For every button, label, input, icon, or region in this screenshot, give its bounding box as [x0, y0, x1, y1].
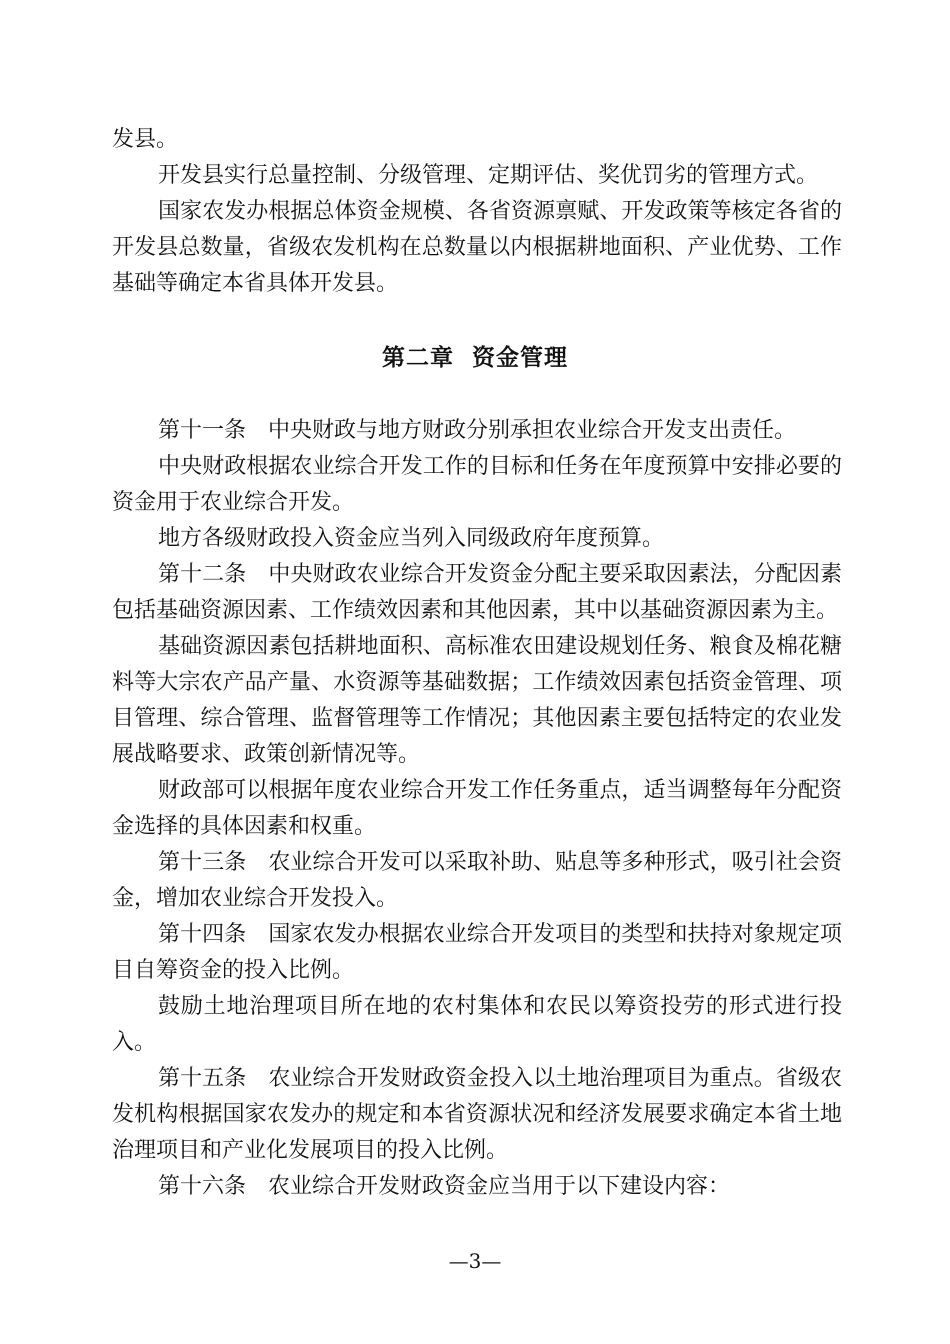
- paragraph: 财政部可以根据年度农业综合开发工作任务重点，适当调整每年分配资金选择的具体因素和权重。: [112, 778, 842, 839]
- paragraph: 国家农发办根据总体资金规模、各省资源禀赋、开发政策等核定各省的开发县总数量，省级农发机构在总数量以内根据耕地面积、产业优势、工作基础等确定本省具体开发县。: [112, 199, 842, 296]
- top-text-section: [112, 122, 842, 302]
- paragraph: 开发县实行总量控制、分级管理、定期评估、奖优罚劣的管理方式。: [158, 163, 819, 188]
- paragraph: 基础资源因素包括耕地面积、高标准农田建设规划任务、粮食及棉花糖料等大宗农产品产量、水资源等基础数据；工作绩效因素包括资金管理、项目管理、综合管理、监督管理等工作情况；其他因素主要包括特定的农业发展战略要求、政策创新情况等。: [112, 634, 842, 767]
- page-number: —3—: [448, 1249, 502, 1273]
- paragraph: 中央财政根据农业综合开发工作的目标和任务在年度预算中安排必要的资金用于农业综合开发。: [112, 454, 842, 515]
- paragraph-continuation: 发县。: [112, 127, 179, 152]
- article-13: 第十三条 农业综合开发可以采取补助、贴息等多种形式，吸引社会资金，增加农业综合开发投入。: [112, 850, 842, 911]
- chapter-title: 第二章 资金管理: [381, 345, 568, 371]
- article-14: 第十四条 国家农发办根据农业综合开发项目的类型和扶持对象规定项目自筹资金的投入比例。: [112, 922, 842, 983]
- article-16: 第十六条 农业综合开发财政资金应当用于以下建设内容：: [158, 1174, 731, 1199]
- paragraph: 鼓励土地治理项目所在地的农村集体和农民以筹资投劳的形式进行投入。: [112, 994, 842, 1055]
- chapter-body: [112, 413, 842, 1205]
- article-12: 第十二条 中央财政农业综合开发资金分配主要采取因素法，分配因素包括基础资源因素、工作绩效因素和其他因素，其中以基础资源因素为主。: [112, 562, 842, 623]
- paragraph: 地方各级财政投入资金应当列入同级政府年度预算。: [158, 526, 665, 551]
- article-11: 第十一条 中央财政与地方财政分别承担农业综合开发支出责任。: [158, 418, 797, 443]
- article-15: 第十五条 农业综合开发财政资金投入以土地治理项目为重点。省级农发机构根据国家农发办的规定和本省资源状况和经济发展要求确定本省土地治理项目和产业化发展项目的投入比例。: [112, 1066, 842, 1163]
